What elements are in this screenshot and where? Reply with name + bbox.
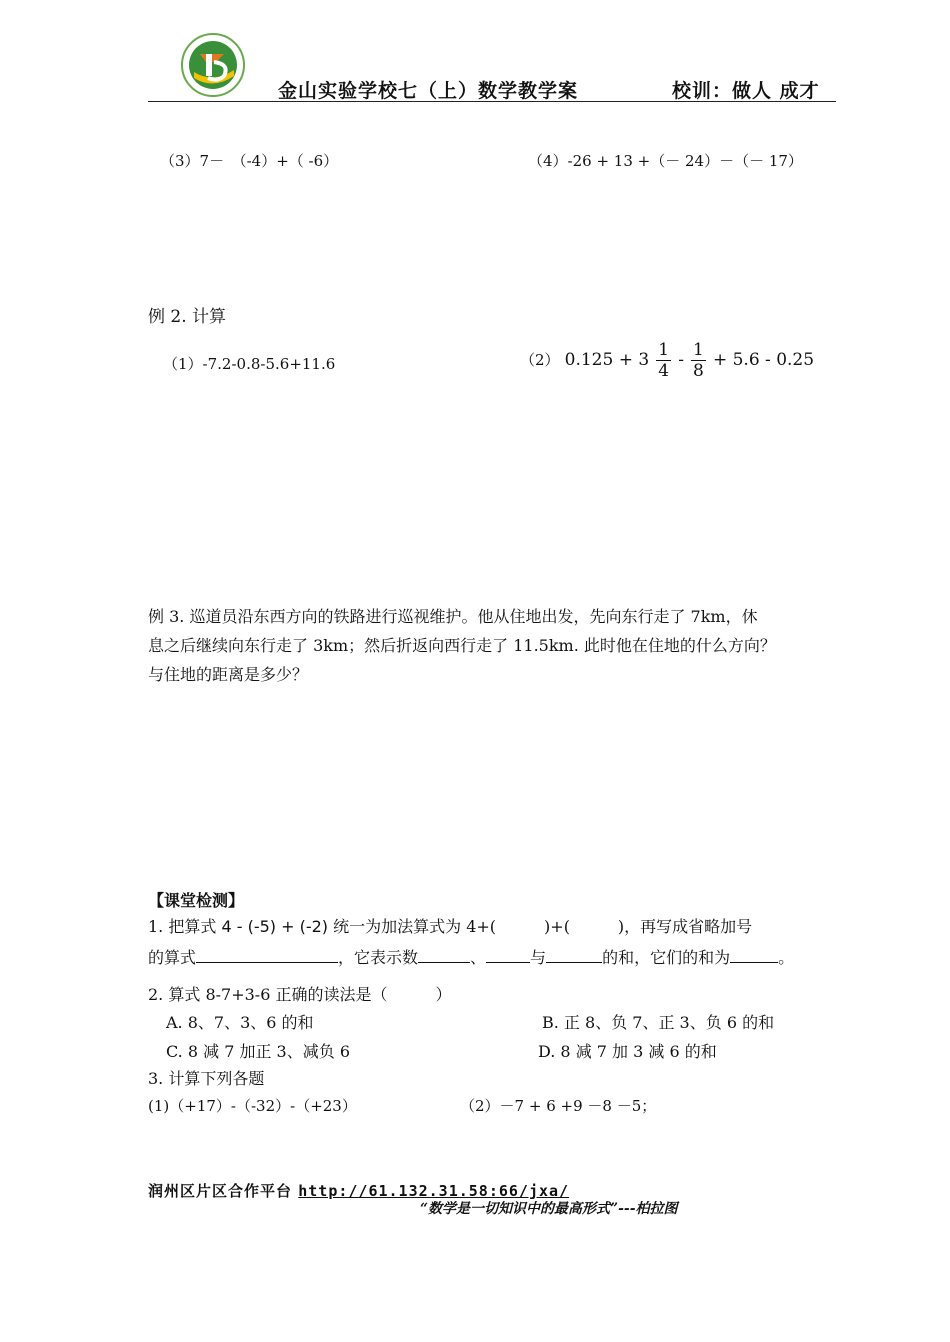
example-3-line-2: 息之后继续向东行走了 3km；然后折返向西行走了 11.5km. 此时他在住地的什么方向？ (148, 636, 776, 655)
classroom-check-heading: 【课堂检测】 (148, 891, 245, 910)
header-motto: 校训：做人 成才 (672, 80, 820, 102)
check-q2-option-b[interactable]: B. 正 8、负 7、正 3、负 6 的和 (542, 1013, 775, 1032)
check-q1-text-c: 的算式 (148, 948, 197, 967)
answer-blank[interactable] (546, 946, 602, 963)
check-q3-2: （2）－7 + 6 +9 －8 －5； (460, 1097, 657, 1115)
check-q1-text-d: ，它表示数 (338, 948, 419, 967)
example-3-line-3: 与住地的距离是多少？ (148, 665, 309, 684)
example-2-q2-part-b: + 5.6 - 0.25 (712, 350, 815, 370)
check-q1-text-a: 1. 把算式 (148, 917, 217, 936)
fraction-numerator: 1 (693, 340, 704, 360)
example-2-q1: （1）-7.2-0.8-5.6+11.6 (163, 355, 336, 373)
check-q2-option-c[interactable]: C. 8 减 7 加正 3、减负 6 (166, 1042, 350, 1061)
fraction-one-eighth (691, 340, 706, 381)
check-q1-line-1 (148, 914, 752, 937)
minus-sign: - (678, 350, 684, 370)
problem-4: （4）-26 + 13 +（－ 24）－（－ 17） (528, 152, 803, 170)
header-title: 金山实验学校七（上）数学教学案 (278, 80, 579, 102)
answer-blank[interactable] (418, 946, 470, 963)
check-q1-end: 。 (778, 948, 795, 967)
fraction-numerator: 1 (658, 340, 670, 360)
example-3-line-1: 例 3. 巡道员沿东西方向的铁路进行巡视维护。他从住地出发，先向东行走了 7km，休 (148, 607, 758, 626)
fraction-denominator: 8 (693, 361, 704, 381)
check-q2-option-a[interactable]: A. 8、7、3、6 的和 (166, 1013, 314, 1032)
check-q1-expression: 4 - (-5) + (-2) (221, 917, 329, 936)
check-q3-1: (1)（+17）-（-32）-（+23） (148, 1097, 357, 1115)
footer-url-link[interactable]: http://61.132.31.58:66/jxa/ (298, 1182, 570, 1200)
school-logo (180, 32, 246, 98)
check-q2: 2. 算式 8-7+3-6 正确的读法是（ ） (148, 985, 452, 1004)
check-q3: 3. 计算下列各题 (148, 1069, 265, 1088)
school-logo-icon (180, 32, 246, 98)
problem-3: （3）7－ （-4）+（ -6） (160, 152, 339, 170)
footer-quote: “数学是一切知识中的最高形式”---柏拉图 (420, 1201, 678, 1217)
check-q1-text-e: 的和，它们的和为 (602, 948, 731, 967)
example-2-q2-part-a: 0.125 + 3 (564, 350, 650, 370)
check-q1-text-b: 统一为加法算式为 4+( )+( )，再写成省略加号 (333, 917, 753, 936)
check-q1-sep-1: 、 (470, 948, 487, 967)
example-2-title: 例 2. 计算 (148, 307, 227, 327)
answer-blank[interactable] (196, 946, 338, 963)
check-q1-sep-2: 与 (530, 948, 547, 967)
header-rule (148, 101, 836, 102)
answer-blank[interactable] (486, 946, 530, 963)
check-q1-line-2 (148, 945, 794, 968)
fraction-denominator: 4 (658, 361, 670, 381)
example-2-q2 (520, 340, 814, 381)
fraction-one-quarter (656, 340, 671, 381)
footer-platform-label: 润州区片区合作平台 (148, 1182, 293, 1200)
check-q2-option-d[interactable]: D. 8 减 7 加 3 减 6 的和 (538, 1042, 717, 1061)
example-2-q2-prefix: （2） (520, 351, 560, 369)
answer-blank[interactable] (730, 946, 778, 963)
